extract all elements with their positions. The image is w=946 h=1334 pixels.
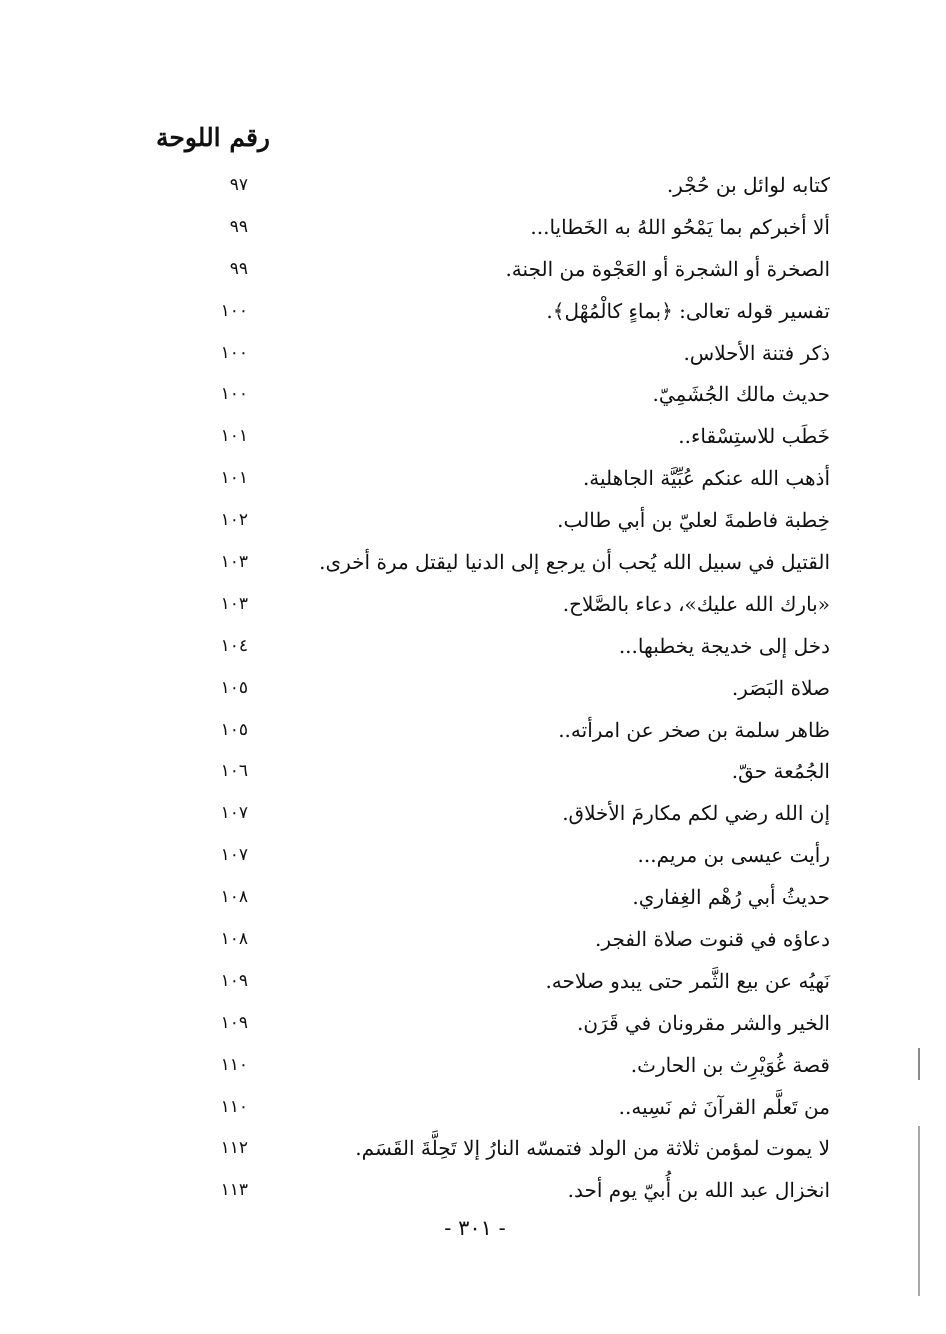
list-item <box>180 457 840 499</box>
entry-title: كتابه لوائل بن حُجْر. <box>666 173 830 197</box>
list-item <box>180 709 840 751</box>
entry-title: رأيت عيسى بن مريم... <box>637 843 830 868</box>
list-item <box>180 1086 840 1128</box>
entry-title: ألا أخبركم بما يَمْحُو اللهُ به الخَطايا... <box>530 214 830 239</box>
entry-page-number: ١١٢ <box>220 1138 248 1159</box>
entry-page-number: ١٠٣ <box>220 552 248 573</box>
list-item <box>180 960 840 1002</box>
entry-page-number: ١٠٠ <box>220 384 248 405</box>
list-item <box>180 1127 840 1169</box>
entry-page-number: ١٠٨ <box>220 929 248 950</box>
entry-title: قصة غُوَيْرِث بن الحارث. <box>630 1052 830 1077</box>
list-item <box>180 834 840 876</box>
list-item <box>180 1002 840 1044</box>
entry-title: خِطبة فاطمةَ لعليّ بن أبي طالب. <box>557 508 830 533</box>
list-item <box>180 918 840 960</box>
entry-page-number: ١٠٧ <box>220 803 248 824</box>
entry-page-number: ١١٣ <box>220 1180 248 1201</box>
list-item <box>180 248 840 290</box>
entry-title: من تَعلَّم القرآنَ ثم نَسِيه.. <box>618 1094 830 1119</box>
entry-page-number: ١٠١ <box>220 468 248 489</box>
entry-title: نَهيُه عن بيع الثَّمر حتى يبدو صلاحه. <box>545 968 830 993</box>
entry-page-number: ١٠١ <box>220 426 248 447</box>
entry-title: ظاهر سلمة بن صخر عن امرأته.. <box>558 717 830 742</box>
list-item <box>180 1044 840 1086</box>
entry-title: أذهب الله عنكم عُبِّيَّة الجاهلية. <box>582 466 830 491</box>
list-item <box>180 541 840 583</box>
entry-title: الجُمُعة حقّ. <box>731 759 830 784</box>
list-item <box>180 876 840 918</box>
list-item <box>180 625 840 667</box>
entry-title: تفسير قوله تعالى: ﴿بماءٍ كالْمُهْل﴾. <box>546 298 830 323</box>
entry-page-number: ١٠٣ <box>220 593 248 614</box>
entry-title: ذكر فتنة الأحلاس. <box>683 340 830 365</box>
entry-page-number: ١٠٩ <box>220 1012 248 1033</box>
entry-page-number: ١٠٧ <box>220 845 248 866</box>
list-item <box>180 206 840 248</box>
entry-page-number: ١٠٠ <box>220 342 248 363</box>
list-item <box>180 164 840 206</box>
entry-title: إن الله رضي لكم مكارمَ الأخلاق. <box>562 801 830 826</box>
entry-title: القتيل في سبيل الله يُحب أن يرجع إلى الدنيا ليقتل مرة أخرى. <box>319 550 830 575</box>
entry-page-number: ١٠٦ <box>220 761 248 782</box>
list-item <box>180 750 840 792</box>
entry-title: الصخرة أو الشجرة أو العَجْوة من الجنة. <box>505 256 830 281</box>
scan-margin-line <box>918 1048 920 1080</box>
entry-title: انخزال عبد الله بن أُبيّ يوم أحد. <box>567 1178 830 1203</box>
entry-page-number: ١٠٥ <box>220 719 248 740</box>
list-item <box>180 583 840 625</box>
entry-title: الخير والشر مقرونان في قَرَن. <box>577 1010 830 1035</box>
entry-page-number: ١١٠ <box>220 1054 248 1075</box>
entry-page-number: ١٠٠ <box>220 300 248 321</box>
entry-title: لا يموت لمؤمن ثلاثة من الولد فتمسّه النارُ إلا تَحِلَّةَ القَسَم. <box>355 1136 830 1161</box>
table-of-contents <box>180 164 840 1211</box>
entry-page-number: ١٠٢ <box>220 510 248 531</box>
entry-title: دعاؤه في قنوت صلاة الفجر. <box>595 927 830 952</box>
entry-title: دخل إلى خديجة يخطبها... <box>618 633 830 658</box>
list-item <box>180 415 840 457</box>
page-number: - ٣٠١ - <box>444 1216 506 1240</box>
entry-page-number: ١٠٨ <box>220 887 248 908</box>
entry-title: «بارك الله عليك»، دعاء بالصَّلاح. <box>562 591 830 616</box>
entry-page-number: ٩٩ <box>229 216 248 237</box>
entry-page-number: ١١٠ <box>220 1096 248 1117</box>
entry-page-number: ١٠٥ <box>220 677 248 698</box>
scan-margin-line <box>918 1126 920 1296</box>
entry-title: صلاة البَصَر. <box>731 675 830 700</box>
list-item <box>180 1169 840 1211</box>
entry-page-number: ٩٩ <box>229 258 248 279</box>
entry-page-number: ١٠٤ <box>220 635 248 656</box>
entry-page-number: ٩٧ <box>229 175 248 195</box>
list-item <box>180 667 840 709</box>
list-item <box>180 290 840 332</box>
entry-title: خَطَب للاستِسْقاء.. <box>678 424 830 449</box>
list-item <box>180 332 840 374</box>
column-header: رقم اللوحة <box>156 123 270 152</box>
entry-page-number: ١٠٩ <box>220 970 248 991</box>
list-item <box>180 792 840 834</box>
list-item <box>180 499 840 541</box>
list-item <box>180 373 840 415</box>
entry-title: حديثُ أبي رُهْم الغِفاري. <box>632 885 830 910</box>
entry-title: حديث مالك الجُشَمِيّ. <box>652 382 830 407</box>
